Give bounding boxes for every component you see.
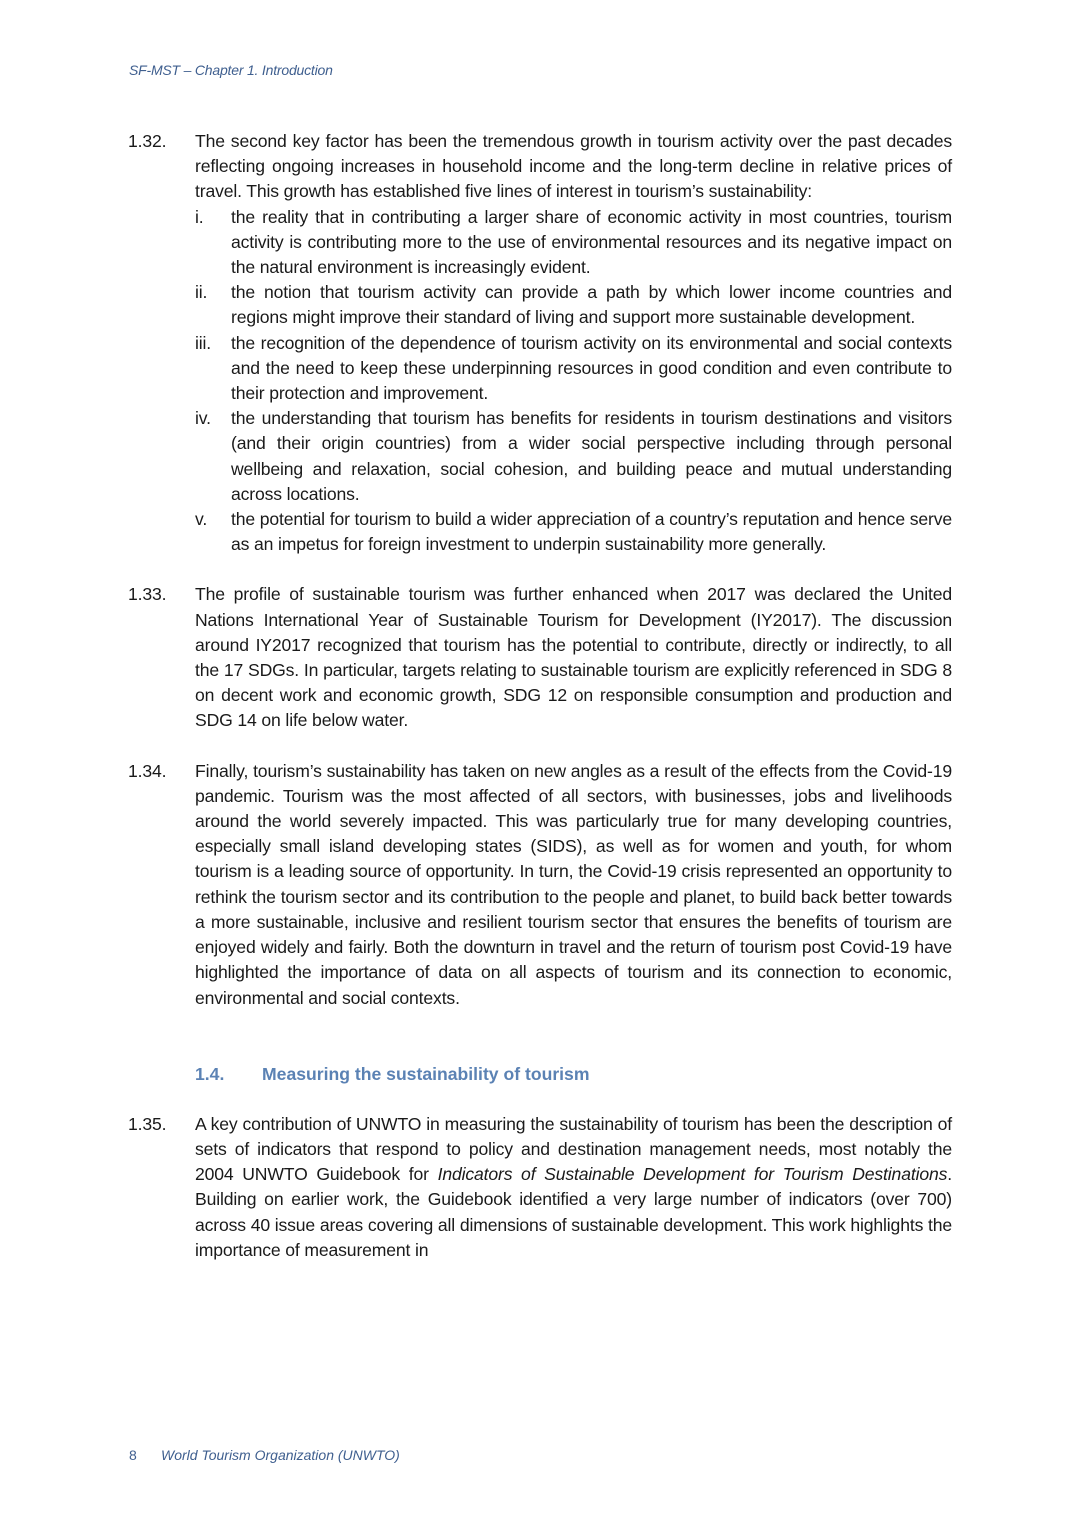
guidebook-title: Indicators of Sustainable Development for Tourism Destinations [437,1164,948,1185]
list-marker: ii. [195,282,208,303]
paragraph-text-before: A key contribution of UNWTO in measuring the sustainability of tourism has been the description of sets of indicators that respond to policy and destination management needs, most notably the 2004 UNWTO Guidebook for [195,1113,952,1185]
list-item [195,406,952,507]
list-item-text: the recognition of the dependence of tourism activity on its environmental and social contexts and the need to keep these underpinning resources in good condition and even contribute to their protection and improvement. [231,332,952,404]
list-item [195,507,952,557]
paragraph-number: 1.32. [128,131,167,151]
paragraph-number: 1.35. [128,1113,167,1134]
paragraph-body: Finally, tourism’s sustainability has taken on new angles as a result of the effects from the Covid-19 pandemic. Tourism was the most affected of all sectors, with businesses, jobs and livelihoods around the world severely impacted. This was particularly true for many developing countries, especially small island developing states (SIDS), as well as for women and youth, for whom tourism is a leading source of opportunity. In turn, the Covid-19 crisis represented an opportunity to rethink the tourism sector and its contribution to the people and planet, to build back better towards a more sustainable, inclusive and resilient tourism sector that ensures the benefits of tourism are enjoyed widely and fairly. Both the downturn in travel and the return of tourism post Covid-19 have highlighted the importance of data on all aspects of tourism and its connection to economic, environmental and social contexts. [195,760,952,1008]
list-item-text: the understanding that tourism has benefits for residents in tourism destinations and visitors (and their origin countries) from a wider social perspective including through personal wellbeing and relaxation, social cohesion, and building peace and mutual understanding across locations. [231,408,952,504]
paragraph-spacer [128,557,952,582]
paragraph-body [195,129,952,557]
page-number: 8 [129,1447,137,1463]
paragraph-text-after: . Building on earlier work, the Guidebook identified a very large number of indicators (over 700) across 40 issue areas covering all dimensions of sustainable development. This work highlights the importance of measurement in [195,1164,952,1260]
paragraph-1-35 [128,1112,952,1263]
list-marker: iii. [195,332,212,353]
list-marker: v. [195,509,208,530]
list-marker: iv. [195,408,211,429]
page-body [128,129,952,1263]
running-header: SF-MST – Chapter 1. Introduction [129,62,333,78]
paragraph-spacer [128,734,952,759]
section-number: 1.4. [195,1063,225,1084]
section-spacer [128,1011,952,1062]
list-item [195,331,952,407]
paragraph-body [195,1112,952,1263]
list-item [195,280,952,330]
running-footer [129,1447,400,1463]
list-item [195,205,952,281]
paragraph-number: 1.34. [128,760,167,781]
footer-organization: World Tourism Organization (UNWTO) [161,1447,400,1463]
paragraph-intro: The second key factor has been the tremendous growth in tourism activity over the past decades reflecting ongoing increases in household income and the long-term decline in relative prices of travel. This growth has established five lines of interest in tourism’s sustainability: [195,131,952,202]
list-item-text: the reality that in contributing a larger share of economic activity in most countries, tourism activity is contributing more to the use of environmental resources and its negative impact on the natural environment is increasingly evident. [231,206,952,278]
section-heading [195,1062,952,1087]
paragraph-number: 1.33. [128,584,167,605]
list-item-text: the notion that tourism activity can provide a path by which lower income countries and regions might improve their standard of living and support more sustainable development. [231,282,952,328]
section-title: Measuring the sustainability of tourism [262,1063,590,1084]
list-marker: i. [195,206,204,227]
paragraph-spacer [128,1087,952,1112]
list-item-text: the potential for tourism to build a wider appreciation of a country’s reputation and hence serve as an impetus for foreign investment to underpin sustainability more generally. [231,509,952,555]
paragraph-1-32 [128,129,952,557]
paragraph-1-33 [128,582,952,733]
paragraph-body: The profile of sustainable tourism was further enhanced when 2017 was declared the United Nations International Year of Sustainable Tourism for Development (IY2017). The discussion around IY2017 recognized that tourism has the potential to contribute, directly or indirectly, to all the 17 SDGs. In particular, targets relating to sustainable tourism are explicitly referenced in SDG 8 on decent work and economic growth, SDG 12 on responsible consumption and production and SDG 14 on life below water. [195,584,952,731]
paragraph-1-34 [128,759,952,1011]
roman-numeral-list [195,205,952,558]
